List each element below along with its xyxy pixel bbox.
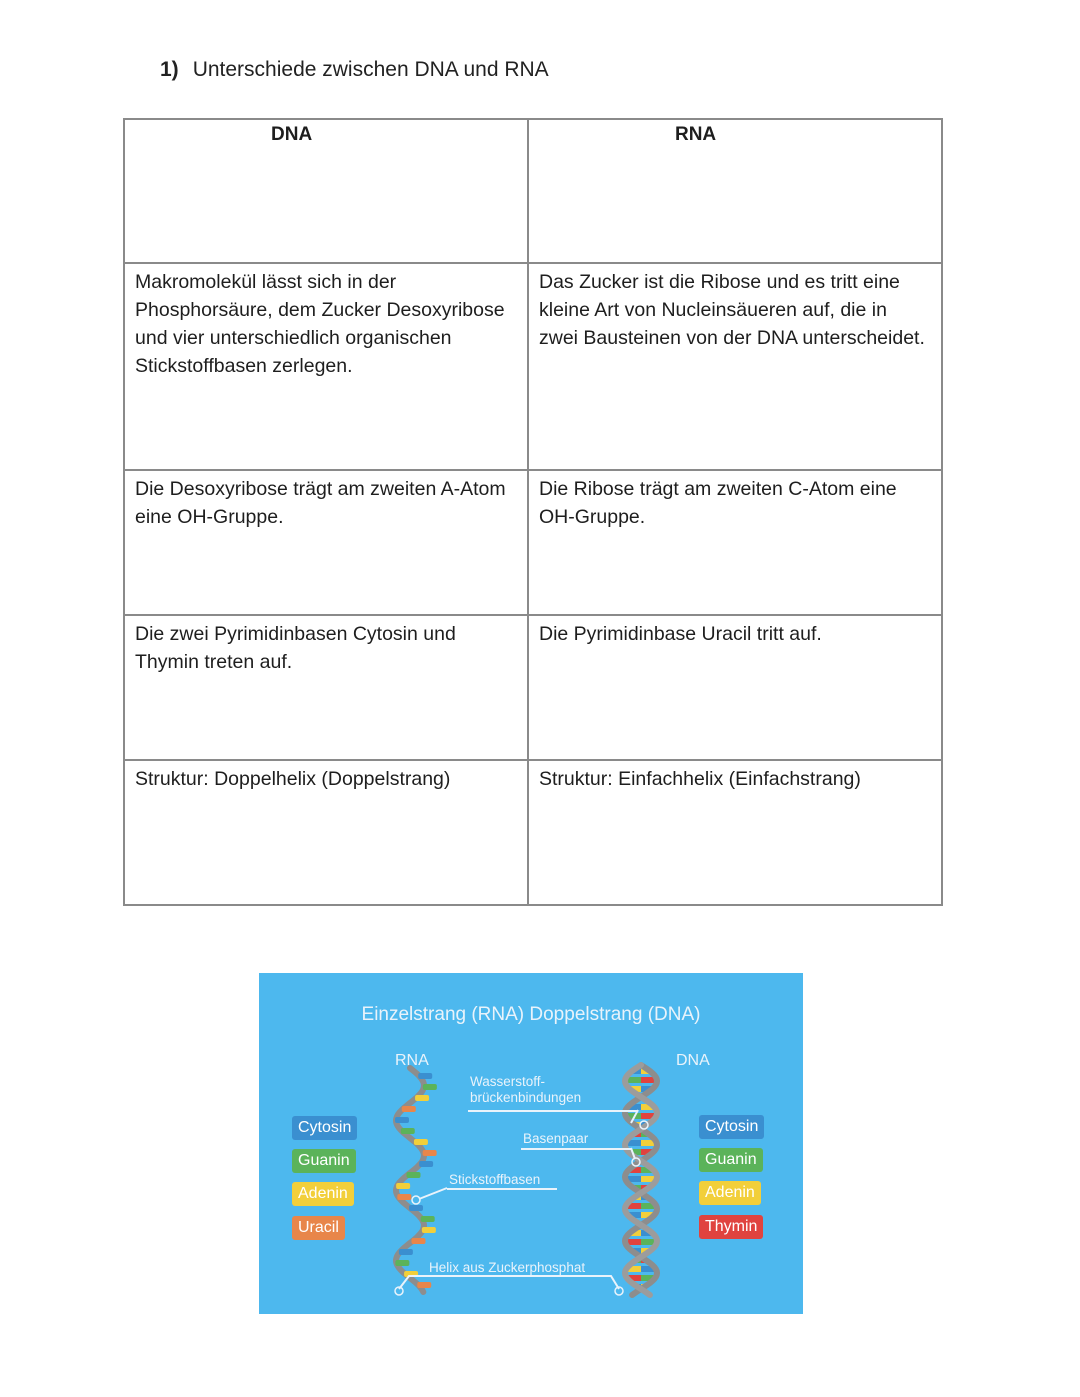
table-row	[124, 263, 942, 470]
dna-legend-adenin: Adenin	[699, 1181, 761, 1205]
rna-base	[401, 1128, 415, 1134]
rna-base	[397, 1194, 411, 1200]
annotation-line	[521, 1148, 631, 1150]
rna-base	[423, 1084, 437, 1090]
header-rna: RNA	[528, 119, 942, 263]
cell-dna: Struktur: Doppelhelix (Doppelstrang)	[124, 760, 528, 905]
rna-base	[417, 1282, 431, 1288]
rna-legend-adenin: Adenin	[292, 1182, 354, 1206]
dna-legend-cytosin: Cytosin	[699, 1115, 764, 1139]
rna-base	[422, 1227, 436, 1233]
rna-base	[399, 1249, 413, 1255]
rna-base	[395, 1117, 409, 1123]
rna-base	[402, 1106, 416, 1112]
rna-base	[411, 1238, 425, 1244]
annotation-base-pair: Basenpaar	[523, 1131, 589, 1146]
annotation-nitrogen-bases: Stickstoffbasen	[449, 1172, 541, 1187]
cell-dna: Die zwei Pyrimidinbasen Cytosin und Thymin treten auf.	[124, 615, 528, 760]
cell-dna: Makromolekül lässt sich in der Phosphorsäure, dem Zucker Desoxyribose und vier unterschiedlich organischen Stickstoffbasen zerlegen.	[124, 263, 528, 470]
rna-legend-cytosin: Cytosin	[292, 1116, 357, 1140]
section-title: Unterschiede zwischen DNA und RNA	[192, 58, 549, 81]
rna-base	[423, 1150, 437, 1156]
header-dna: DNA	[124, 119, 528, 263]
annotation-line	[468, 1110, 638, 1112]
rna-legend-guanin: Guanin	[292, 1149, 356, 1173]
annotation-pointer	[399, 1276, 619, 1289]
rna-backbone	[396, 1068, 424, 1292]
rna-base	[395, 1260, 409, 1266]
rna-legend-uracil: Uracil	[292, 1216, 345, 1240]
rna-base	[419, 1161, 433, 1167]
annotation-hydrogen-bonds: Wasserstoff- brückenbindungen	[470, 1074, 582, 1105]
rna-strand-label: RNA	[395, 1052, 429, 1069]
section-heading	[160, 58, 549, 82]
cell-dna: Die Desoxyribose trägt am zweiten A-Atom eine OH-Gruppe.	[124, 470, 528, 615]
figure-title: Einzelstrang (RNA) Doppelstrang (DNA)	[361, 1004, 701, 1025]
rna-base	[421, 1216, 435, 1222]
annotation-pointer	[419, 1188, 447, 1199]
cell-rna: Das Zucker ist die Ribose und es tritt eine kleine Art von Nucleinsäueren auf, die in zwei Bausteinen von der DNA unterscheidet.	[528, 263, 942, 470]
dna-legend-guanin: Guanin	[699, 1148, 763, 1172]
annotation-pointer-dot	[412, 1196, 420, 1204]
table-row	[124, 760, 942, 905]
cell-rna: Die Pyrimidinbase Uracil tritt auf.	[528, 615, 942, 760]
table-row	[124, 615, 942, 760]
annotation-line	[447, 1188, 557, 1190]
table-header-row	[124, 119, 942, 263]
annotation-sugar-phosphate: Helix aus Zuckerphosphat	[429, 1260, 586, 1275]
rna-base	[418, 1073, 432, 1079]
table-row	[124, 470, 942, 615]
rna-base	[409, 1205, 423, 1211]
rna-base	[396, 1183, 410, 1189]
cell-rna: Struktur: Einfachhelix (Einfachstrang)	[528, 760, 942, 905]
dna-rna-figure	[259, 973, 803, 1314]
section-number: 1)	[160, 58, 179, 81]
cell-rna: Die Ribose trägt am zweiten C-Atom eine OH-Gruppe.	[528, 470, 942, 615]
dna-legend-thymin: Thymin	[699, 1215, 763, 1239]
rna-base	[407, 1172, 421, 1178]
dna-strand-label: DNA	[676, 1052, 710, 1069]
comparison-table	[123, 118, 943, 906]
rna-base	[414, 1139, 428, 1145]
rna-base	[415, 1095, 429, 1101]
